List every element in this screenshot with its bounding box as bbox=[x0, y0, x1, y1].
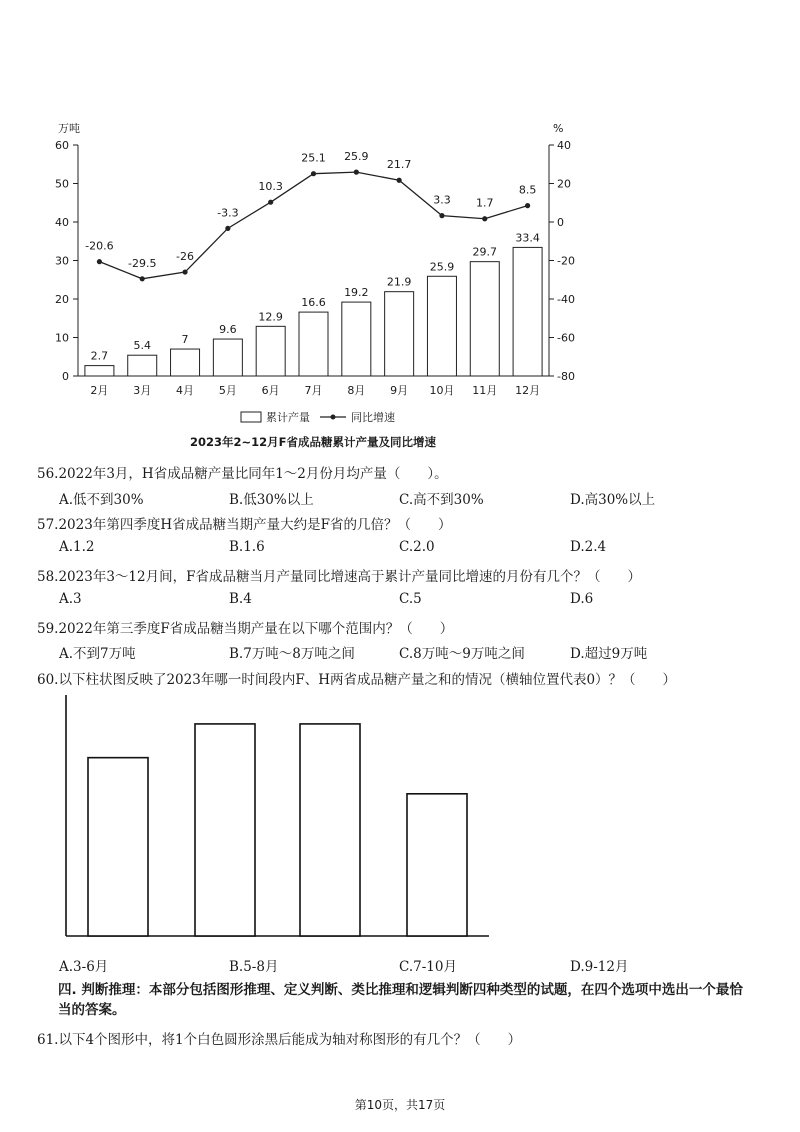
right-tick-label: -40 bbox=[557, 293, 575, 306]
question-56-stem: 56.2022年3月，H省成品糖产量比同年1～2月份月均产量（ ）。 bbox=[37, 466, 448, 482]
line-value-label: 10.3 bbox=[258, 180, 283, 194]
question-56-option-a[interactable]: A.低不到30% bbox=[59, 492, 144, 508]
question-61-stem: 61.以下4个图形中，将1个白色圆形涂黑后能成为轴对称图形的有几个？（ ） bbox=[37, 1032, 522, 1048]
right-axis-ticks bbox=[549, 139, 575, 383]
sum-bar bbox=[195, 724, 255, 936]
line-point bbox=[482, 216, 487, 221]
x-axis-label: 3月 bbox=[133, 384, 152, 397]
growth-line bbox=[99, 172, 527, 279]
bar-value-label: 9.6 bbox=[219, 323, 237, 337]
question-60-option-b[interactable]: B.5-8月 bbox=[229, 959, 279, 975]
x-axis-label: 2月 bbox=[90, 384, 109, 397]
chart-title: 2023年2~12月F省成品糖累计产量及同比增速 bbox=[189, 435, 437, 449]
bar bbox=[299, 312, 328, 376]
right-tick-label: 0 bbox=[557, 216, 564, 229]
line-point bbox=[97, 259, 102, 264]
line-value-label: 1.7 bbox=[476, 196, 494, 210]
bar bbox=[342, 302, 371, 376]
left-tick-label: 50 bbox=[55, 177, 69, 191]
legend-line-label: 同比增速 bbox=[351, 411, 395, 424]
question-60-option-d[interactable]: D.9-12月 bbox=[570, 959, 629, 975]
question-60-option-a[interactable]: A.3-6月 bbox=[59, 959, 109, 975]
question-57-option-a[interactable]: A.1.2 bbox=[59, 539, 95, 555]
line-labels-group bbox=[85, 150, 536, 270]
legend-bar-swatch bbox=[241, 412, 261, 422]
bar-value-label: 21.9 bbox=[386, 275, 412, 289]
section-heading: 四. 判断推理：本部分包括图形推理、定义判断、类比推理和逻辑判断四种类型的试题，在四个选项中选出一个最恰当的答案。 bbox=[58, 982, 743, 1018]
question-57-option-b[interactable]: B.1.6 bbox=[229, 539, 265, 555]
bar-value-label: 19.2 bbox=[344, 286, 369, 300]
bar-value-label: 29.7 bbox=[472, 245, 498, 259]
left-tick-label: 0 bbox=[62, 370, 69, 383]
x-axis-label: 11月 bbox=[472, 384, 498, 397]
sum-bar bbox=[300, 724, 360, 936]
question-59-stem: 59.2022年第三季度F省成品糖当期产量在以下哪个范围内？（ ） bbox=[37, 621, 454, 637]
bar-value-label: 12.9 bbox=[258, 310, 283, 324]
question-58-option-a[interactable]: A.3 bbox=[59, 591, 82, 607]
question-60-stem: 60.以下柱状图反映了2023年哪一时间段内F、H两省成品糖产量之和的情况（横轴位置代表0）？（ ） bbox=[37, 672, 677, 688]
left-tick-label: 20 bbox=[55, 293, 69, 306]
left-tick-label: 60 bbox=[55, 139, 69, 152]
question-59-option-a[interactable]: A.不到7万吨 bbox=[59, 646, 136, 662]
line-value-label: -26 bbox=[176, 250, 195, 264]
question-60-option-c[interactable]: C.7-10月 bbox=[399, 959, 457, 975]
left-tick-label: 40 bbox=[55, 216, 69, 229]
question-57-option-c[interactable]: C.2.0 bbox=[399, 539, 435, 555]
line-value-label: 25.9 bbox=[344, 150, 369, 164]
page-footer: 第10页，共17页 bbox=[354, 1098, 446, 1112]
x-axis-label: 5月 bbox=[218, 384, 237, 397]
line-value-label: -29.5 bbox=[127, 256, 157, 270]
line-point bbox=[311, 171, 316, 176]
sum-bar bbox=[407, 794, 467, 936]
right-tick-label: -20 bbox=[557, 254, 575, 268]
bar bbox=[171, 349, 200, 376]
bar bbox=[513, 247, 542, 376]
left-axis-ticks bbox=[55, 139, 78, 383]
bar-value-label: 16.6 bbox=[301, 296, 326, 310]
question-59-option-d[interactable]: D.超过9万吨 bbox=[570, 646, 648, 662]
line-value-label: 21.7 bbox=[386, 158, 412, 172]
line-point bbox=[268, 200, 273, 205]
bar-value-label: 5.4 bbox=[133, 339, 151, 353]
line-series-group bbox=[97, 170, 530, 282]
question-57-stem: 57.2023年第四季度H省成品糖当期产量大约是F省的几倍？（ ） bbox=[37, 517, 452, 533]
bar bbox=[470, 262, 499, 376]
x-axis-labels bbox=[90, 384, 540, 397]
question-58-option-b[interactable]: B.4 bbox=[229, 591, 252, 607]
question-58-option-d[interactable]: D.6 bbox=[570, 591, 594, 607]
sum-bar bbox=[88, 758, 148, 936]
line-point bbox=[140, 276, 145, 281]
legend-line-marker bbox=[331, 415, 336, 420]
bar-value-label: 33.4 bbox=[515, 231, 540, 245]
x-axis-label: 9月 bbox=[390, 384, 409, 397]
line-point bbox=[439, 213, 444, 218]
bar bbox=[128, 355, 157, 376]
chart2-bars bbox=[88, 724, 467, 936]
bar bbox=[213, 339, 242, 376]
x-axis-label: 7月 bbox=[304, 384, 323, 397]
line-point bbox=[397, 178, 402, 183]
line-value-label: -20.6 bbox=[85, 239, 114, 253]
line-value-label: -3.3 bbox=[217, 206, 239, 220]
line-value-label: 8.5 bbox=[518, 183, 537, 197]
right-tick-label: 40 bbox=[557, 139, 571, 152]
right-tick-label: -60 bbox=[557, 331, 575, 345]
left-tick-label: 10 bbox=[55, 331, 69, 345]
bar-value-label: 7 bbox=[181, 333, 189, 347]
question-59-option-b[interactable]: B.7万吨～8万吨之间 bbox=[229, 646, 355, 662]
question-56-option-d[interactable]: D.高30%以上 bbox=[570, 492, 656, 508]
line-value-label: 25.1 bbox=[301, 151, 326, 165]
question-56-option-b[interactable]: B.低30%以上 bbox=[229, 492, 314, 508]
x-axis-label: 4月 bbox=[176, 384, 195, 397]
question-56-option-c[interactable]: C.高不到30% bbox=[399, 492, 484, 508]
line-point bbox=[182, 269, 187, 274]
bar bbox=[385, 292, 414, 376]
question-58-option-c[interactable]: C.5 bbox=[399, 591, 422, 607]
right-tick-label: -80 bbox=[557, 370, 575, 383]
left-axis-unit: 万吨 bbox=[58, 122, 80, 135]
bar bbox=[427, 276, 456, 376]
line-value-label: 3.3 bbox=[433, 193, 451, 207]
line-point bbox=[225, 226, 230, 231]
bar-value-label: 25.9 bbox=[429, 260, 455, 274]
bar bbox=[256, 326, 285, 376]
right-tick-label: 20 bbox=[557, 177, 571, 191]
x-axis-label: 12月 bbox=[515, 384, 541, 397]
question-59-option-c[interactable]: C.8万吨～9万吨之间 bbox=[399, 646, 525, 662]
x-axis-label: 6月 bbox=[261, 384, 280, 397]
bar-value-label: 2.7 bbox=[90, 349, 109, 363]
left-tick-label: 30 bbox=[55, 254, 69, 268]
line-point bbox=[354, 170, 359, 175]
production-chart bbox=[0, 0, 800, 460]
question-57-option-d[interactable]: D.2.4 bbox=[570, 539, 607, 555]
bar bbox=[85, 366, 114, 376]
question-58-stem: 58.2023年3～12月间，F省成品糖当月产量同比增速高于累计产量同比增速的月份有几个？（ ） bbox=[37, 569, 641, 585]
x-axis-label: 8月 bbox=[347, 384, 366, 397]
right-axis-unit: % bbox=[553, 122, 564, 135]
legend-bar-label: 累计产量 bbox=[266, 411, 310, 424]
line-point bbox=[525, 203, 530, 208]
sum-bar-chart bbox=[0, 685, 800, 950]
x-axis-label: 10月 bbox=[429, 384, 455, 397]
